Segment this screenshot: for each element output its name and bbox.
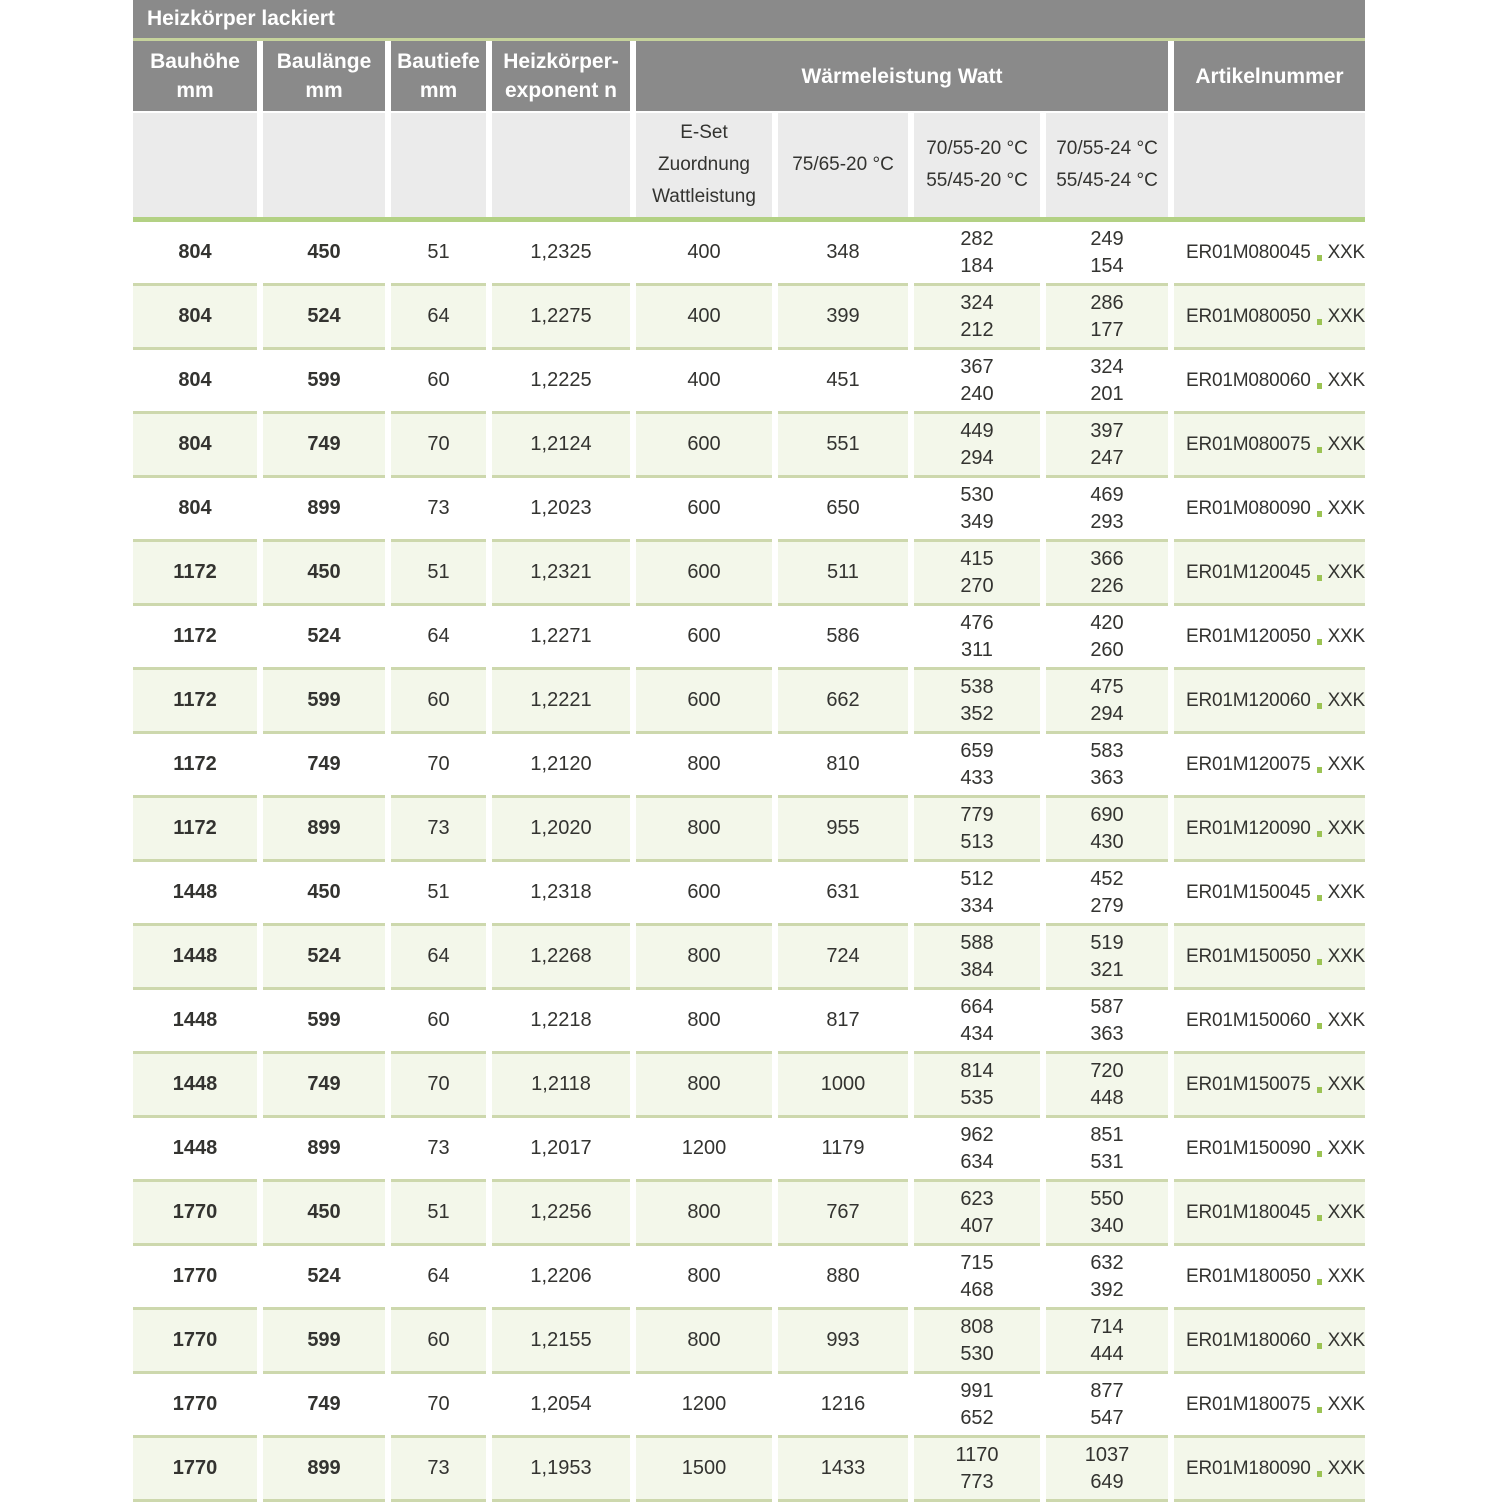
cell-bautiefe: 73 <box>391 478 486 542</box>
article-suffix: XXK <box>1327 1074 1365 1095</box>
cell-artikelnummer <box>1174 606 1365 670</box>
cell-exponent: 1,2206 <box>492 1246 630 1310</box>
cell-baulaenge: 899 <box>263 1118 385 1182</box>
cell-watt-7055-24: 1037 649 <box>1046 1438 1168 1502</box>
article-number: ER01M150060 <box>1186 1010 1311 1031</box>
subheader-empty-artikelnummer <box>1174 113 1365 217</box>
subheader-empty-exponent <box>492 113 630 217</box>
cell-artikelnummer <box>1174 734 1365 798</box>
cell-watt-7565: 1433 <box>778 1438 908 1502</box>
cell-watt-7055-24: 324 201 <box>1046 350 1168 414</box>
article-number: ER01M120075 <box>1186 754 1311 775</box>
article-suffix: XXK <box>1327 1266 1365 1287</box>
cell-exponent: 1,2321 <box>492 542 630 606</box>
cell-bauhoehe: 1172 <box>133 606 257 670</box>
cell-bauhoehe: 1172 <box>133 734 257 798</box>
cell-bautiefe: 51 <box>391 1182 486 1246</box>
green-dot-icon <box>1317 511 1322 517</box>
cell-eset-watt: 800 <box>636 734 772 798</box>
cell-exponent: 1,2023 <box>492 478 630 542</box>
column-header-bauhoehe: Bauhöhe mm <box>133 41 257 111</box>
cell-bautiefe: 73 <box>391 1118 486 1182</box>
cell-watt-7055-20: 779 513 <box>914 798 1040 862</box>
table-row <box>133 1438 1365 1502</box>
cell-baulaenge: 899 <box>263 798 385 862</box>
green-dot-icon <box>1317 959 1322 965</box>
cell-baulaenge: 749 <box>263 1054 385 1118</box>
cell-artikelnummer <box>1174 798 1365 862</box>
cell-baulaenge: 599 <box>263 350 385 414</box>
cell-bautiefe: 73 <box>391 1438 486 1502</box>
column-header-bautiefe: Bautiefe mm <box>391 41 486 111</box>
table-row <box>133 1374 1365 1438</box>
table-row <box>133 1246 1365 1310</box>
cell-watt-7565: 1179 <box>778 1118 908 1182</box>
cell-watt-7055-20: 664 434 <box>914 990 1040 1054</box>
column-header-baulaenge: Baulänge mm <box>263 41 385 111</box>
cell-artikelnummer <box>1174 414 1365 478</box>
cell-bautiefe: 51 <box>391 862 486 926</box>
cell-watt-7565: 1216 <box>778 1374 908 1438</box>
cell-artikelnummer <box>1174 990 1365 1054</box>
article-suffix: XXK <box>1327 818 1365 839</box>
cell-watt-7055-24: 714 444 <box>1046 1310 1168 1374</box>
cell-eset-watt: 800 <box>636 1054 772 1118</box>
article-suffix: XXK <box>1327 882 1365 903</box>
cell-eset-watt: 600 <box>636 414 772 478</box>
cell-exponent: 1,2017 <box>492 1118 630 1182</box>
cell-watt-7055-24: 249 154 <box>1046 222 1168 286</box>
article-suffix: XXK <box>1327 1394 1365 1415</box>
article-number: ER01M180045 <box>1186 1202 1311 1223</box>
cell-watt-7055-24: 587 363 <box>1046 990 1168 1054</box>
table-row <box>133 670 1365 734</box>
green-dot-icon <box>1317 1087 1322 1093</box>
article-number: ER01M080090 <box>1186 498 1311 519</box>
cell-baulaenge: 599 <box>263 670 385 734</box>
cell-watt-7565: 662 <box>778 670 908 734</box>
green-dot-icon <box>1317 383 1322 389</box>
cell-watt-7055-20: 476 311 <box>914 606 1040 670</box>
article-number: ER01M080050 <box>1186 306 1311 327</box>
cell-watt-7055-24: 420 260 <box>1046 606 1168 670</box>
cell-watt-7055-20: 449 294 <box>914 414 1040 478</box>
cell-bautiefe: 64 <box>391 606 486 670</box>
green-dot-icon <box>1317 1471 1322 1477</box>
cell-artikelnummer <box>1174 542 1365 606</box>
cell-bautiefe: 70 <box>391 734 486 798</box>
cell-watt-7565: 817 <box>778 990 908 1054</box>
cell-artikelnummer <box>1174 222 1365 286</box>
green-dot-icon <box>1317 1343 1322 1349</box>
cell-watt-7055-20: 623 407 <box>914 1182 1040 1246</box>
cell-baulaenge: 524 <box>263 926 385 990</box>
cell-exponent: 1,1953 <box>492 1438 630 1502</box>
cell-eset-watt: 400 <box>636 222 772 286</box>
cell-watt-7565: 631 <box>778 862 908 926</box>
subheader-7055-20: 70/55-20 °C 55/45-20 °C <box>914 113 1040 217</box>
cell-watt-7565: 955 <box>778 798 908 862</box>
cell-bauhoehe: 1448 <box>133 926 257 990</box>
cell-watt-7565: 551 <box>778 414 908 478</box>
table-body <box>133 222 1365 1502</box>
cell-watt-7055-20: 808 530 <box>914 1310 1040 1374</box>
cell-bautiefe: 60 <box>391 350 486 414</box>
cell-eset-watt: 800 <box>636 990 772 1054</box>
cell-baulaenge: 749 <box>263 414 385 478</box>
cell-exponent: 1,2275 <box>492 286 630 350</box>
green-dot-icon <box>1317 319 1322 325</box>
article-suffix: XXK <box>1327 1202 1365 1223</box>
cell-exponent: 1,2325 <box>492 222 630 286</box>
cell-baulaenge: 599 <box>263 990 385 1054</box>
green-dot-icon <box>1317 1407 1322 1413</box>
article-suffix: XXK <box>1327 946 1365 967</box>
article-suffix: XXK <box>1327 1138 1365 1159</box>
green-dot-icon <box>1317 639 1322 645</box>
cell-watt-7565: 810 <box>778 734 908 798</box>
article-suffix: XXK <box>1327 1458 1365 1479</box>
article-number: ER01M080045 <box>1186 242 1311 263</box>
table-title: Heizkörper lackiert <box>147 7 335 30</box>
cell-watt-7565: 586 <box>778 606 908 670</box>
article-number: ER01M080060 <box>1186 370 1311 391</box>
green-dot-icon <box>1317 447 1322 453</box>
cell-bautiefe: 60 <box>391 990 486 1054</box>
cell-artikelnummer <box>1174 926 1365 990</box>
article-number: ER01M150075 <box>1186 1074 1311 1095</box>
cell-artikelnummer <box>1174 1438 1365 1502</box>
article-number: ER01M150045 <box>1186 882 1311 903</box>
cell-watt-7055-24: 877 547 <box>1046 1374 1168 1438</box>
table-header-row <box>133 41 1365 111</box>
green-dot-icon <box>1317 703 1322 709</box>
cell-watt-7055-20: 659 433 <box>914 734 1040 798</box>
cell-baulaenge: 450 <box>263 1182 385 1246</box>
column-header-exponent: Heizkörper- exponent n <box>492 41 630 111</box>
cell-watt-7055-20: 538 352 <box>914 670 1040 734</box>
cell-exponent: 1,2155 <box>492 1310 630 1374</box>
table-row <box>133 798 1365 862</box>
cell-bauhoehe: 804 <box>133 222 257 286</box>
article-suffix: XXK <box>1327 434 1365 455</box>
cell-artikelnummer <box>1174 1182 1365 1246</box>
cell-watt-7055-20: 814 535 <box>914 1054 1040 1118</box>
table-row <box>133 1118 1365 1182</box>
cell-eset-watt: 400 <box>636 350 772 414</box>
cell-watt-7055-20: 991 652 <box>914 1374 1040 1438</box>
cell-exponent: 1,2020 <box>492 798 630 862</box>
cell-artikelnummer <box>1174 862 1365 926</box>
cell-bauhoehe: 804 <box>133 350 257 414</box>
cell-watt-7565: 348 <box>778 222 908 286</box>
cell-bautiefe: 70 <box>391 1054 486 1118</box>
cell-watt-7055-20: 512 334 <box>914 862 1040 926</box>
cell-watt-7055-24: 475 294 <box>1046 670 1168 734</box>
cell-bauhoehe: 1172 <box>133 670 257 734</box>
cell-exponent: 1,2120 <box>492 734 630 798</box>
cell-eset-watt: 1200 <box>636 1374 772 1438</box>
green-dot-icon <box>1317 1215 1322 1221</box>
article-number: ER01M150090 <box>1186 1138 1311 1159</box>
cell-eset-watt: 600 <box>636 606 772 670</box>
green-dot-icon <box>1317 831 1322 837</box>
cell-eset-watt: 600 <box>636 478 772 542</box>
subheader-7565: 75/65-20 °C <box>778 113 908 217</box>
cell-watt-7055-20: 415 270 <box>914 542 1040 606</box>
subheader-empty-baulaenge <box>263 113 385 217</box>
cell-watt-7055-24: 397 247 <box>1046 414 1168 478</box>
cell-baulaenge: 450 <box>263 862 385 926</box>
cell-exponent: 1,2225 <box>492 350 630 414</box>
cell-bauhoehe: 1770 <box>133 1374 257 1438</box>
cell-eset-watt: 800 <box>636 1182 772 1246</box>
cell-eset-watt: 600 <box>636 862 772 926</box>
cell-baulaenge: 450 <box>263 542 385 606</box>
table-row <box>133 478 1365 542</box>
cell-eset-watt: 800 <box>636 1310 772 1374</box>
cell-bautiefe: 64 <box>391 1246 486 1310</box>
article-number: ER01M080075 <box>1186 434 1311 455</box>
cell-baulaenge: 899 <box>263 1438 385 1502</box>
table-row <box>133 222 1365 286</box>
cell-artikelnummer <box>1174 1246 1365 1310</box>
table-row <box>133 734 1365 798</box>
article-number: ER01M120050 <box>1186 626 1311 647</box>
table-row <box>133 926 1365 990</box>
green-dot-icon <box>1317 1151 1322 1157</box>
cell-baulaenge: 899 <box>263 478 385 542</box>
cell-exponent: 1,2271 <box>492 606 630 670</box>
cell-exponent: 1,2221 <box>492 670 630 734</box>
article-suffix: XXK <box>1327 306 1365 327</box>
cell-watt-7055-24: 690 430 <box>1046 798 1168 862</box>
article-suffix: XXK <box>1327 242 1365 263</box>
cell-eset-watt: 600 <box>636 542 772 606</box>
cell-bauhoehe: 1448 <box>133 1118 257 1182</box>
cell-watt-7055-24: 286 177 <box>1046 286 1168 350</box>
table-row <box>133 542 1365 606</box>
cell-artikelnummer <box>1174 478 1365 542</box>
cell-baulaenge: 599 <box>263 1310 385 1374</box>
green-dot-icon <box>1317 895 1322 901</box>
cell-watt-7055-20: 962 634 <box>914 1118 1040 1182</box>
cell-exponent: 1,2124 <box>492 414 630 478</box>
cell-exponent: 1,2256 <box>492 1182 630 1246</box>
cell-watt-7565: 1000 <box>778 1054 908 1118</box>
cell-exponent: 1,2218 <box>492 990 630 1054</box>
cell-bautiefe: 51 <box>391 222 486 286</box>
cell-watt-7565: 724 <box>778 926 908 990</box>
cell-watt-7055-24: 452 279 <box>1046 862 1168 926</box>
cell-watt-7055-20: 324 212 <box>914 286 1040 350</box>
cell-watt-7565: 767 <box>778 1182 908 1246</box>
article-suffix: XXK <box>1327 498 1365 519</box>
cell-watt-7565: 511 <box>778 542 908 606</box>
cell-artikelnummer <box>1174 1374 1365 1438</box>
cell-watt-7565: 993 <box>778 1310 908 1374</box>
cell-bautiefe: 70 <box>391 1374 486 1438</box>
table-row <box>133 862 1365 926</box>
cell-artikelnummer <box>1174 1118 1365 1182</box>
article-suffix: XXK <box>1327 1010 1365 1031</box>
cell-bautiefe: 60 <box>391 1310 486 1374</box>
cell-exponent: 1,2318 <box>492 862 630 926</box>
table-row <box>133 414 1365 478</box>
cell-bauhoehe: 1448 <box>133 1054 257 1118</box>
cell-bauhoehe: 1172 <box>133 542 257 606</box>
cell-watt-7055-24: 632 392 <box>1046 1246 1168 1310</box>
cell-watt-7055-20: 588 384 <box>914 926 1040 990</box>
column-header-artikelnummer: Artikelnummer <box>1174 41 1365 111</box>
cell-artikelnummer <box>1174 1054 1365 1118</box>
cell-bautiefe: 51 <box>391 542 486 606</box>
cell-baulaenge: 524 <box>263 606 385 670</box>
cell-bautiefe: 60 <box>391 670 486 734</box>
cell-watt-7055-24: 851 531 <box>1046 1118 1168 1182</box>
article-suffix: XXK <box>1327 690 1365 711</box>
cell-watt-7055-24: 519 321 <box>1046 926 1168 990</box>
table-row <box>133 286 1365 350</box>
table-row <box>133 606 1365 670</box>
cell-baulaenge: 524 <box>263 1246 385 1310</box>
cell-watt-7055-20: 367 240 <box>914 350 1040 414</box>
cell-bauhoehe: 804 <box>133 286 257 350</box>
subheader-empty-bauhoehe <box>133 113 257 217</box>
cell-bauhoehe: 804 <box>133 414 257 478</box>
cell-watt-7055-24: 469 293 <box>1046 478 1168 542</box>
cell-eset-watt: 1500 <box>636 1438 772 1502</box>
article-number: ER01M150050 <box>1186 946 1311 967</box>
cell-bauhoehe: 1448 <box>133 990 257 1054</box>
cell-watt-7055-24: 720 448 <box>1046 1054 1168 1118</box>
cell-exponent: 1,2118 <box>492 1054 630 1118</box>
column-header-waermeleistung: Wärmeleistung Watt <box>636 41 1168 111</box>
cell-artikelnummer <box>1174 670 1365 734</box>
cell-bautiefe: 73 <box>391 798 486 862</box>
green-dot-icon <box>1317 767 1322 773</box>
cell-eset-watt: 400 <box>636 286 772 350</box>
cell-bauhoehe: 1770 <box>133 1438 257 1502</box>
article-number: ER01M180060 <box>1186 1330 1311 1351</box>
article-suffix: XXK <box>1327 754 1365 775</box>
cell-eset-watt: 1200 <box>636 1118 772 1182</box>
cell-watt-7565: 451 <box>778 350 908 414</box>
cell-watt-7565: 399 <box>778 286 908 350</box>
cell-bauhoehe: 1770 <box>133 1182 257 1246</box>
cell-watt-7055-20: 715 468 <box>914 1246 1040 1310</box>
cell-bauhoehe: 1172 <box>133 798 257 862</box>
cell-exponent: 1,2054 <box>492 1374 630 1438</box>
cell-bauhoehe: 1448 <box>133 862 257 926</box>
cell-bauhoehe: 1770 <box>133 1246 257 1310</box>
cell-exponent: 1,2268 <box>492 926 630 990</box>
cell-artikelnummer <box>1174 286 1365 350</box>
cell-bautiefe: 70 <box>391 414 486 478</box>
article-suffix: XXK <box>1327 562 1365 583</box>
green-dot-icon <box>1317 255 1322 261</box>
spec-table <box>133 0 1365 1502</box>
table-row <box>133 1310 1365 1374</box>
subheader-eset: E-Set Zuordnung Wattleistung <box>636 113 772 217</box>
article-number: ER01M180090 <box>1186 1458 1311 1479</box>
cell-watt-7565: 650 <box>778 478 908 542</box>
cell-watt-7055-24: 583 363 <box>1046 734 1168 798</box>
cell-bauhoehe: 804 <box>133 478 257 542</box>
cell-eset-watt: 800 <box>636 1246 772 1310</box>
table-row <box>133 1054 1365 1118</box>
article-number: ER01M120060 <box>1186 690 1311 711</box>
cell-watt-7565: 880 <box>778 1246 908 1310</box>
green-dot-icon <box>1317 1279 1322 1285</box>
subheader-empty-bautiefe <box>391 113 486 217</box>
table-row <box>133 1182 1365 1246</box>
green-dot-icon <box>1317 575 1322 581</box>
article-number: ER01M120045 <box>1186 562 1311 583</box>
table-row <box>133 350 1365 414</box>
table-subheader-row <box>133 113 1365 217</box>
cell-watt-7055-24: 550 340 <box>1046 1182 1168 1246</box>
article-number: ER01M180050 <box>1186 1266 1311 1287</box>
subheader-7055-24: 70/55-24 °C 55/45-24 °C <box>1046 113 1168 217</box>
cell-baulaenge: 749 <box>263 1374 385 1438</box>
cell-eset-watt: 600 <box>636 670 772 734</box>
article-number: ER01M120090 <box>1186 818 1311 839</box>
article-suffix: XXK <box>1327 1330 1365 1351</box>
cell-baulaenge: 450 <box>263 222 385 286</box>
table-row <box>133 990 1365 1054</box>
cell-watt-7055-20: 1170 773 <box>914 1438 1040 1502</box>
article-suffix: XXK <box>1327 370 1365 391</box>
cell-watt-7055-20: 530 349 <box>914 478 1040 542</box>
cell-eset-watt: 800 <box>636 798 772 862</box>
cell-artikelnummer <box>1174 1310 1365 1374</box>
cell-bautiefe: 64 <box>391 286 486 350</box>
green-dot-icon <box>1317 1023 1322 1029</box>
cell-baulaenge: 524 <box>263 286 385 350</box>
cell-watt-7055-20: 282 184 <box>914 222 1040 286</box>
article-number: ER01M180075 <box>1186 1394 1311 1415</box>
cell-bauhoehe: 1770 <box>133 1310 257 1374</box>
cell-watt-7055-24: 366 226 <box>1046 542 1168 606</box>
cell-baulaenge: 749 <box>263 734 385 798</box>
table-title-bar <box>133 0 1365 38</box>
cell-artikelnummer <box>1174 350 1365 414</box>
article-suffix: XXK <box>1327 626 1365 647</box>
cell-eset-watt: 800 <box>636 926 772 990</box>
cell-bautiefe: 64 <box>391 926 486 990</box>
